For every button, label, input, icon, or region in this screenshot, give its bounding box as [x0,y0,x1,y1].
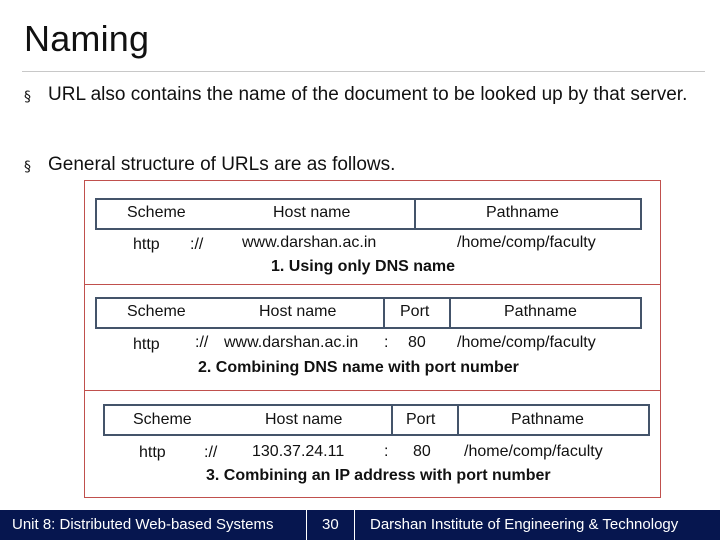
port-separator: : [384,443,389,460]
example-separator [84,284,661,285]
example-caption: 1. Using only DNS name [271,258,456,275]
bullet-text: URL also contains the name of the document to be looked up by that server. [48,84,688,105]
port-header: Port [400,303,430,320]
scheme-value: http [139,444,166,461]
path-header: Pathname [504,303,577,320]
slide-footer [0,510,720,540]
scheme-value: http [133,336,160,353]
host-value: 130.37.24.11 [252,443,345,460]
bullet-text: General structure of URLs are as follows. [48,154,396,175]
scheme-header: Scheme [133,411,192,428]
path-value: /home/comp/faculty [457,234,596,251]
example-caption: 3. Combining an IP address with port number [206,467,551,484]
host-value: www.darshan.ac.in [224,334,359,351]
port-header: Port [406,411,436,428]
example-separator [84,390,661,391]
scheme-header: Scheme [127,303,186,320]
footer-divider [306,510,307,540]
example-caption: 2. Combining DNS name with port number [198,359,519,376]
host-header: Host name [265,411,343,428]
bullet-marker: § [24,89,31,105]
bullet-url-document [24,80,704,142]
host-value: www.darshan.ac.in [242,234,377,251]
scheme-separator: :// [195,334,209,351]
footer-institute: Darshan Institute of Engineering & Technology [370,516,679,533]
path-header: Pathname [511,411,584,428]
path-value: /home/comp/faculty [464,443,603,460]
scheme-header: Scheme [127,204,186,221]
slide-title: Naming [24,18,150,59]
scheme-value: http [133,236,160,253]
port-value: 80 [413,443,431,460]
host-header: Host name [273,204,351,221]
port-separator: : [384,334,389,351]
scheme-separator: :// [204,444,218,461]
host-header: Host name [259,303,337,320]
bullet-url-structure [24,150,704,180]
title-divider [22,71,705,72]
path-value: /home/comp/faculty [457,334,596,351]
port-value: 80 [408,334,426,351]
footer-unit: Unit 8: Distributed Web-based Systems [12,516,274,533]
footer-divider [354,510,355,540]
path-header: Pathname [486,204,559,221]
scheme-separator: :// [190,236,204,253]
footer-page-number: 30 [322,516,339,533]
bullet-marker: § [24,159,31,175]
